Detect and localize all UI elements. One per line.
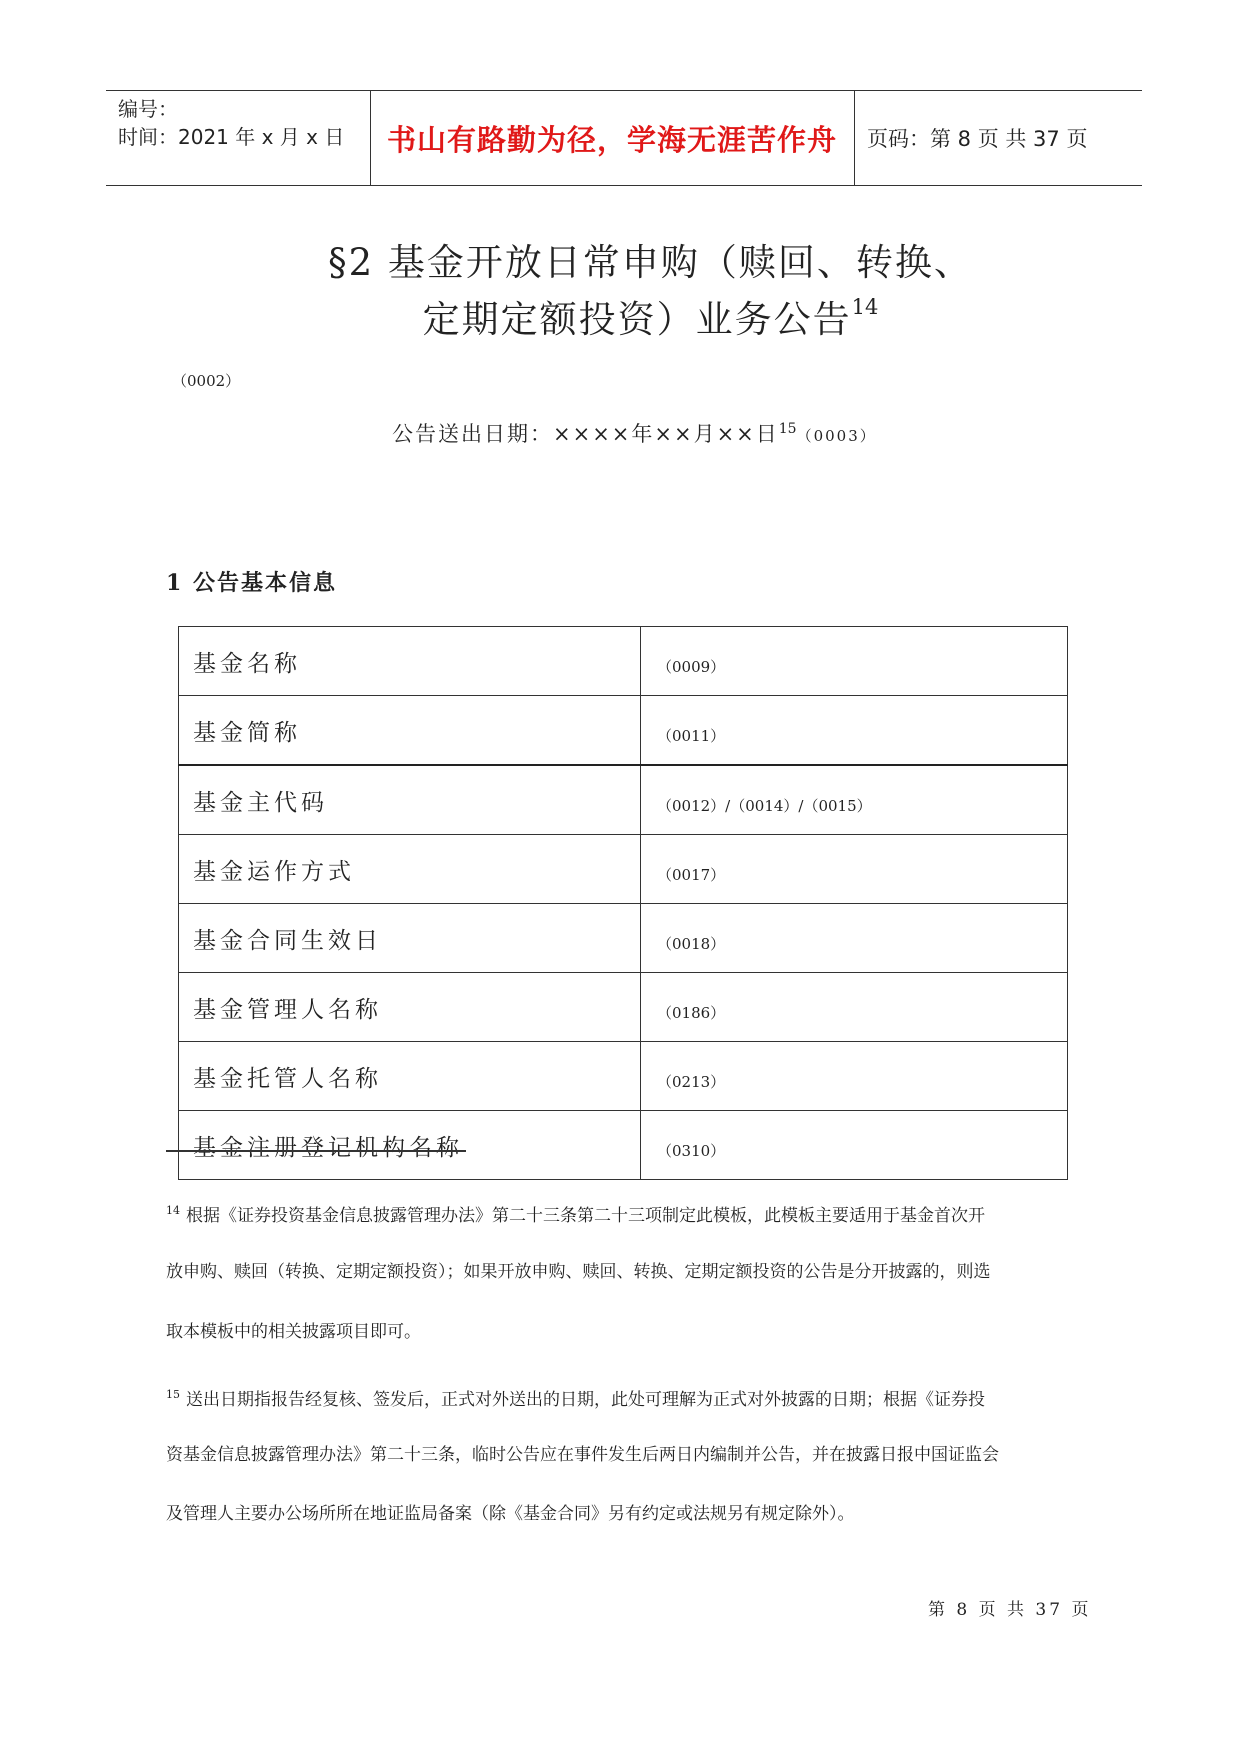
footnote-15-line2: 资基金信息披露管理办法》第二十三条，临时公告应在事件发生后两日内编制并公告，并在披露日报中国证监会 [166, 1445, 999, 1465]
footnote-15-ref: 15 [166, 1388, 180, 1401]
table-row [179, 973, 1068, 1042]
table-row [179, 696, 1068, 766]
publish-date [392, 418, 877, 448]
row-value: （0012）/（0014）/（0015） [641, 765, 1068, 835]
header-number-cell [106, 91, 371, 185]
table-row [179, 1042, 1068, 1111]
document-title-line2 [30, 289, 1241, 343]
row-value: （0213） [641, 1042, 1068, 1111]
footnote-15-line3: 及管理人主要办公场所所在地证监局备案（除《基金合同》另有约定或法规另有规定除外）。 [166, 1504, 855, 1524]
table-row [179, 765, 1068, 835]
footnote-15-line1 [166, 1384, 1086, 1411]
number-label: 编号： [118, 97, 178, 121]
row-label: 基金名称 [179, 627, 641, 696]
footnote-14-line2: 放申购、赎回（转换、定期定额投资）；如果开放申购、赎回、转换、定期定额投资的公告是分开披露的，则选 [166, 1262, 991, 1282]
table-row [179, 627, 1068, 696]
row-value: （0017） [641, 835, 1068, 904]
header-motto-cell [370, 91, 855, 185]
table-row [179, 904, 1068, 973]
footnote-14-line3: 取本模板中的相关披露项目即可。 [166, 1322, 421, 1342]
table-row [179, 835, 1068, 904]
row-label: 基金运作方式 [179, 835, 641, 904]
row-value: （0186） [641, 973, 1068, 1042]
title-line2-text: 定期定额投资）业务公告 [422, 298, 852, 341]
footnote-14-line1 [166, 1200, 1086, 1227]
motto-text: 书山有路勤为径，学海无涯苦作舟 [386, 122, 837, 157]
footnote-text: 送出日期指报告经复核、签发后，正式对外送出的日期，此处可理解为正式对外披露的日期；根据《证券投 [186, 1390, 985, 1410]
row-label: 基金托管人名称 [179, 1042, 641, 1111]
header-strip [106, 90, 1142, 186]
row-label: 基金注册登记机构名称 [179, 1111, 641, 1180]
header-page-cell [855, 91, 1142, 185]
section-heading: 1 公告基本信息 [166, 570, 337, 596]
footnote-14-ref: 14 [166, 1204, 180, 1217]
row-value: （0018） [641, 904, 1068, 973]
row-value: （0011） [641, 696, 1068, 766]
page-info: 页码：第 8 页 共 37 页 [867, 127, 1088, 151]
time-label: 时间：2021 年 x 月 x 日 [118, 125, 345, 149]
title-footnote-ref: 14 [851, 295, 879, 319]
row-value: （0310） [641, 1111, 1068, 1180]
row-label: 基金合同生效日 [179, 904, 641, 973]
footnote-text: 根据《证券投资基金信息披露管理办法》第二十三条第二十三项制定此模板，此模板主要适用于基金首次开 [186, 1206, 985, 1226]
page-footer: 第 8 页 共 37 页 [928, 1600, 1092, 1620]
publish-code: （0003） [796, 427, 877, 445]
row-label: 基金主代码 [179, 765, 641, 835]
document-title-line1: §2 基金开放日常申购（赎回、转换、 [328, 241, 973, 284]
publish-date-text: 公告送出日期：××××年××月××日 [392, 422, 779, 446]
row-label: 基金简称 [179, 696, 641, 766]
row-value: （0009） [641, 627, 1068, 696]
footnote-separator [166, 1150, 466, 1152]
publish-footnote-ref: 15 [778, 421, 797, 437]
table-row [179, 1111, 1068, 1180]
code-0002: （0002） [172, 372, 241, 390]
basic-info-table [178, 626, 1068, 1180]
row-label: 基金管理人名称 [179, 973, 641, 1042]
